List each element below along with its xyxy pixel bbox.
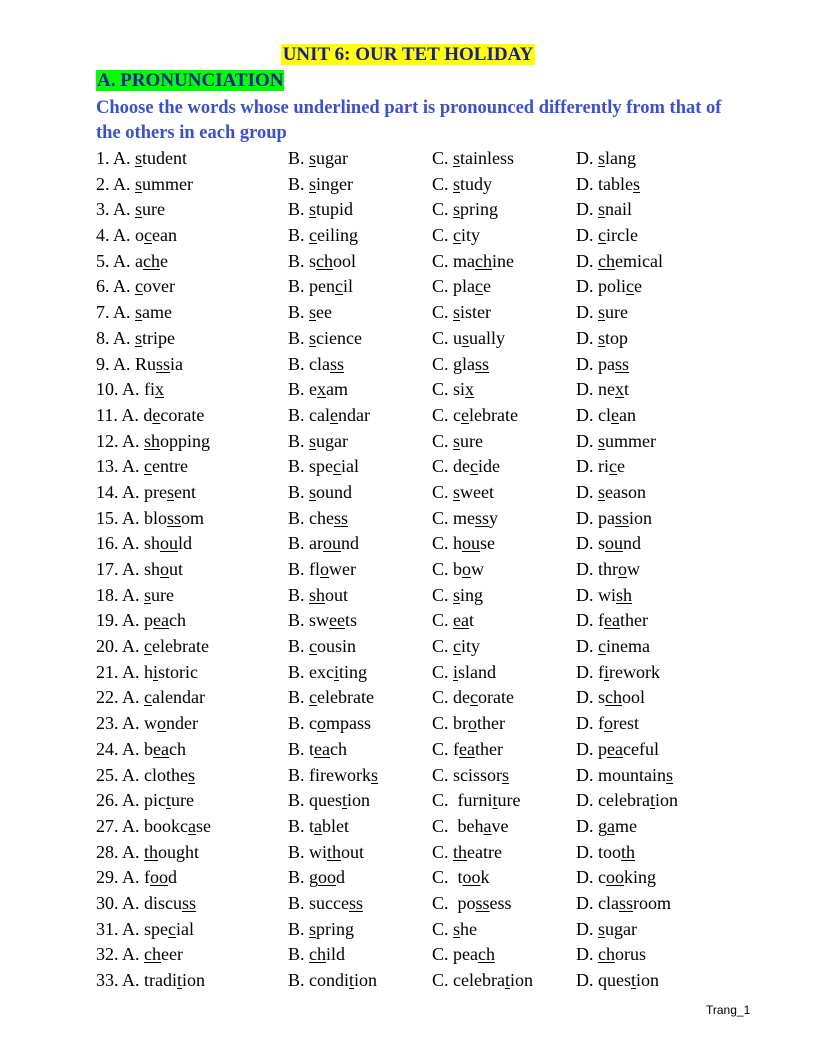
underlined-letters: s (309, 148, 317, 168)
underlined-letters: s (309, 199, 317, 220)
underlined-letters: s (598, 918, 606, 939)
underlined-letters: c (475, 276, 483, 297)
underlined-letters: e (611, 404, 619, 425)
option-c: C. eat (432, 610, 475, 631)
option-c: C. spring (432, 199, 499, 220)
option-c: C. scissors (432, 764, 510, 785)
option-d: D. season (576, 481, 646, 502)
option-a: 27. A. bookcase (96, 815, 211, 836)
underlined-letters: ea (604, 610, 620, 631)
option-b: B. condition (288, 970, 378, 990)
underlined-letters: o (317, 713, 326, 734)
page-title: UNIT 6: OUR TET HOLIDAY (282, 44, 534, 65)
underlined-letters: ch (605, 687, 623, 708)
option-b: B. pencil (288, 276, 354, 297)
option-d: D. clean (576, 404, 636, 425)
option-b: B. celebrate (288, 687, 374, 708)
underlined-letters: ss (475, 353, 490, 374)
underlined-letters: oo (462, 867, 481, 888)
underlined-letters: s (309, 481, 317, 502)
underlined-letters: c (470, 456, 478, 477)
underlined-letters: t (504, 970, 510, 990)
option-c: C. sure (432, 430, 484, 451)
option-b: B. around (288, 533, 359, 554)
underlined-letters: o (157, 713, 167, 734)
option-c: C. island (432, 661, 497, 682)
option-c: C. she (432, 918, 478, 939)
option-b: B. without (288, 841, 365, 862)
option-d: D. question (576, 970, 660, 990)
option-a: 24. A. beach (96, 738, 186, 759)
option-d: D. sure (576, 302, 628, 323)
underlined-letters: a (607, 815, 615, 836)
underlined-letters: e (152, 404, 161, 425)
option-b: B. calendar (288, 404, 370, 425)
option-d: D. celebration (576, 790, 678, 811)
option-b: B. sweets (288, 610, 358, 631)
option-b: B. success (288, 892, 363, 913)
option-d: D. next (576, 379, 630, 400)
underlined-letters: s (598, 327, 606, 348)
underlined-letters: s (188, 764, 196, 785)
option-a: 14. A. present (96, 481, 197, 502)
option-a: 11. A. decorate (96, 404, 205, 425)
option-a: 6. A. cover (96, 276, 175, 297)
option-d: D. peaceful (576, 738, 659, 759)
underlined-letters: ss (618, 892, 633, 913)
option-b: B. spring (288, 918, 355, 939)
underlined-letters: ea (314, 738, 330, 759)
option-a: 29. A. food (96, 867, 177, 888)
option-b: B. class (288, 353, 345, 374)
underlined-letters: s (370, 764, 378, 785)
underlined-letters: c (598, 225, 606, 246)
underlined-letters: s (598, 302, 606, 323)
option-d: D. police (576, 276, 643, 297)
option-b: B. sound (288, 481, 353, 502)
option-c: C. sister (432, 302, 492, 323)
option-b: B. compass (288, 713, 371, 734)
underlined-letters: oo (606, 867, 624, 888)
option-c: C. city (432, 225, 481, 246)
underlined-letters: s (144, 584, 152, 605)
underlined-letters: c (144, 687, 153, 708)
underlined-letters: c (598, 636, 606, 657)
underlined-letters: th (453, 841, 468, 862)
underlined-letters: t (492, 790, 498, 811)
option-a: 9. A. Russia (96, 353, 184, 374)
option-b: B. science (288, 327, 362, 348)
option-d: D. passion (576, 507, 653, 528)
option-c: C. peach (432, 944, 495, 965)
underlined-letters: ch (144, 944, 162, 965)
underlined-letters: s (632, 173, 640, 194)
underlined-letters: s (309, 918, 317, 939)
option-d: D. tables (576, 173, 640, 194)
underlined-letters: s (135, 148, 143, 168)
option-c: C. celebrate (432, 404, 518, 425)
option-d: D. sugar (576, 918, 637, 939)
option-d: D. cinema (576, 636, 650, 657)
underlined-letters: ee (329, 610, 345, 631)
page-footer: Trang_1 (706, 1003, 751, 1017)
underlined-letters: ea (453, 610, 469, 631)
underlined-letters: o (604, 713, 613, 734)
option-c: C. brother (432, 713, 505, 734)
underlined-letters: e (330, 404, 338, 425)
underlined-letters: c (453, 636, 462, 657)
underlined-letters: t (166, 790, 172, 811)
option-b: B. cousin (288, 636, 357, 657)
option-c: C. place (432, 276, 491, 297)
underlined-letters: s (309, 430, 317, 451)
underlined-letters: s (598, 199, 606, 220)
underlined-letters: s (309, 302, 317, 323)
option-a: 10. A. fix (96, 379, 165, 400)
option-b: B. sugar (288, 430, 349, 451)
underlined-letters: s (135, 199, 143, 220)
option-a: 31. A. special (96, 918, 194, 939)
underlined-letters: t (349, 970, 355, 990)
underlined-letters: x (615, 379, 624, 400)
option-b: B. question (288, 790, 371, 811)
option-d: D. tooth (576, 841, 636, 862)
option-b: B. good (288, 867, 346, 888)
underlined-letters: c (144, 225, 153, 246)
underlined-letters: o (468, 713, 477, 734)
option-c: C. bow (432, 559, 485, 579)
option-d: D. classroom (576, 892, 671, 913)
underlined-letters: ch (475, 250, 492, 271)
underlined-letters: c (309, 687, 318, 708)
underlined-letters: a (188, 815, 196, 836)
underlined-letters: t (649, 790, 655, 811)
option-b: B. fireworks (288, 764, 378, 785)
underlined-letters: ss (182, 892, 197, 913)
option-c: C. possess (432, 892, 512, 913)
underlined-letters: c (168, 918, 176, 939)
option-d: D. forest (576, 713, 639, 734)
underlined-letters: s (135, 302, 143, 323)
underlined-letters: o (618, 559, 627, 579)
option-a: 33. A. tradition (96, 970, 206, 990)
underlined-letters: s (309, 173, 317, 194)
underlined-letters: c (626, 276, 635, 297)
option-b: B. special (288, 456, 359, 477)
option-a: 18. A. sure (96, 584, 175, 605)
underlined-letters: o (160, 559, 170, 579)
underlined-letters: t (177, 970, 183, 990)
option-c: C. decorate (432, 687, 514, 708)
underlined-letters: s (502, 764, 510, 785)
option-b: B. child (288, 944, 346, 965)
option-a: 3. A. sure (96, 199, 166, 220)
option-d: D. chorus (576, 944, 646, 965)
option-d: D. summer (576, 430, 657, 451)
option-c: C. sweet (432, 481, 495, 502)
underlined-letters: s (135, 173, 143, 194)
underlined-letters: ea (607, 738, 623, 759)
option-d: D. feather (576, 610, 648, 631)
underlined-letters: ea (459, 738, 475, 759)
option-a: 5. A. ache (96, 250, 168, 271)
underlined-letters: s (453, 918, 461, 939)
underlined-letters: s (309, 327, 317, 348)
option-d: D. firework (576, 661, 660, 682)
option-c: C. theatre (432, 841, 502, 862)
underlined-letters: i (604, 661, 610, 682)
option-b: B. see (288, 302, 333, 323)
underlined-letters: c (144, 456, 153, 477)
underlined-letters: oo (150, 867, 168, 888)
underlined-letters: i (453, 661, 459, 682)
underlined-letters: th (327, 841, 342, 862)
underlined-letters: ou (605, 533, 624, 554)
underlined-letters: c (609, 456, 617, 477)
underlined-letters: th (621, 841, 636, 862)
underlined-letters: c (453, 225, 462, 246)
underlined-letters: ss (330, 353, 345, 374)
underlined-letters: i (153, 661, 159, 682)
option-d: D. pass (576, 353, 630, 374)
option-d: D. cooking (576, 867, 657, 888)
underlined-letters: c (309, 636, 318, 657)
option-b: B. flower (288, 559, 356, 579)
option-c: C. feather (432, 738, 503, 759)
underlined-letters: ch (477, 944, 495, 965)
option-a: 8. A. stripe (96, 327, 176, 348)
underlined-letters: s (135, 327, 143, 348)
option-a: 16. A. should (96, 533, 193, 554)
underlined-letters: ea (153, 738, 169, 759)
option-c: C. machine (432, 250, 514, 271)
underlined-letters: c (333, 456, 341, 477)
underlined-letters: x (317, 379, 326, 400)
option-a: 21. A. historic (96, 661, 199, 682)
underlined-letters: ch (598, 944, 615, 965)
option-d: D. wish (576, 584, 633, 605)
underlined-letters: ea (153, 610, 169, 631)
option-d: D. throw (576, 559, 640, 579)
option-a: 25. A. clothes (96, 764, 196, 785)
option-a: 23. A. wonder (96, 713, 198, 734)
underlined-letters: s (598, 430, 606, 451)
underlined-letters: sh (616, 584, 633, 605)
underlined-letters: ch (143, 250, 160, 271)
option-d: D. rice (576, 456, 625, 477)
option-d: D. sound (576, 533, 642, 554)
option-a: 19. A. peach (96, 610, 186, 631)
underlined-letters: x (155, 379, 165, 400)
underlined-letters: ss (475, 507, 490, 528)
underlined-letters: s (453, 173, 461, 194)
underlined-letters: s (462, 327, 470, 348)
underlined-letters: s (453, 584, 461, 605)
underlined-letters: a (483, 815, 492, 836)
underlined-letters: ch (598, 250, 615, 271)
underlined-letters: sh (144, 430, 161, 451)
option-a: 4. A. ocean (96, 225, 177, 246)
underlined-letters: ou (462, 533, 481, 554)
option-c: C. study (432, 173, 493, 194)
option-b: B. exam (288, 379, 348, 400)
underlined-letters: s (453, 302, 461, 323)
option-a: 17. A. shout (96, 559, 184, 579)
option-d: D. circle (576, 225, 638, 246)
option-c: C. city (432, 636, 481, 657)
underlined-letters: ss (615, 353, 630, 374)
option-c: C. behave (432, 815, 509, 836)
option-a: 20. A. celebrate (96, 636, 209, 657)
underlined-letters: ch (316, 250, 334, 271)
underlined-letters: s (666, 764, 674, 785)
underlined-letters: s (167, 481, 175, 502)
option-a: 1. A. student (96, 148, 188, 168)
option-d: D. snail (576, 199, 633, 220)
option-c: C. sing (432, 584, 484, 605)
underlined-letters: x (465, 379, 475, 400)
option-b: B. ceiling (288, 225, 359, 246)
option-a: 7. A. same (96, 302, 173, 323)
underlined-letters: c (135, 276, 144, 297)
option-a: 12. A. shopping (96, 430, 211, 451)
underlined-letters: ch (309, 944, 327, 965)
option-b: B. school (288, 250, 357, 271)
option-c: C. furniture (432, 790, 521, 811)
option-b: B. teach (288, 738, 347, 759)
underlined-letters: ss (615, 507, 630, 528)
underlined-letters: ss (475, 892, 490, 913)
underlined-letters: c (335, 276, 343, 297)
underlined-letters: ou (323, 533, 341, 554)
option-b: B. tablet (288, 815, 350, 836)
underlined-letters: s (453, 148, 461, 168)
option-c: C. glass (432, 353, 490, 374)
option-c: C. decide (432, 456, 500, 477)
underlined-letters: ou (160, 533, 179, 554)
underlined-letters: sh (309, 584, 326, 605)
option-a: 28. A. thought (96, 841, 200, 862)
option-d: D. game (576, 815, 637, 836)
option-a: 22. A. calendar (96, 687, 205, 708)
underlined-letters: s (598, 481, 606, 502)
underlined-letters: s (453, 430, 461, 451)
underlined-letters: oo (318, 867, 337, 888)
option-b: B. singer (288, 173, 354, 194)
underlined-letters: e (461, 404, 469, 425)
option-c: C. took (432, 867, 490, 888)
option-a: 13. A. centre (96, 456, 188, 477)
underlined-letters: th (144, 841, 159, 862)
option-c: C. house (432, 533, 496, 554)
section-heading: A. PRONUNCIATION (97, 70, 284, 91)
option-b: B. exciting (288, 661, 368, 682)
underlined-letters: ss (156, 353, 171, 374)
option-c: C. celebration (432, 970, 533, 990)
underlined-letters: c (309, 225, 318, 246)
underlined-letters: t (342, 790, 348, 811)
underlined-letters: o (462, 559, 472, 579)
underlined-letters: i (333, 661, 339, 682)
underlined-letters: ss (333, 507, 348, 528)
option-c: C. stainless (432, 148, 515, 168)
underlined-letters: s (453, 199, 461, 220)
underlined-letters: c (470, 687, 478, 708)
option-c: C. six (432, 379, 475, 400)
option-a: 26. A. picture (96, 790, 194, 811)
option-b: B. stupid (288, 199, 354, 220)
underlined-letters: a (314, 815, 323, 836)
underlined-letters: ss (348, 892, 363, 913)
instruction-text: Choose the words whose underlined part is pronounced differently from that of the others in each group (96, 98, 722, 143)
option-b: B. sugar (288, 148, 349, 168)
option-a: 30. A. discuss (96, 892, 197, 913)
option-b: B. shout (288, 584, 349, 605)
option-d: D. chemical (576, 250, 663, 271)
underlined-letters: ss (167, 507, 182, 528)
option-b: B. chess (288, 507, 348, 528)
underlined-letters: s (598, 148, 606, 168)
option-a: 2. A. summer (96, 173, 194, 194)
underlined-letters: t (631, 970, 637, 990)
option-d: D. slang (576, 148, 637, 168)
option-c: C. usually (432, 327, 506, 348)
option-a: 32. A. cheer (96, 944, 183, 965)
option-a: 15. A. blossom (96, 507, 205, 528)
option-c: C. messy (432, 507, 499, 528)
option-d: D. stop (576, 327, 629, 348)
option-d: D. school (576, 687, 646, 708)
underlined-letters: c (144, 636, 153, 657)
option-d: D. mountains (576, 764, 674, 785)
underlined-letters: o (320, 559, 330, 579)
underlined-letters: s (453, 481, 461, 502)
